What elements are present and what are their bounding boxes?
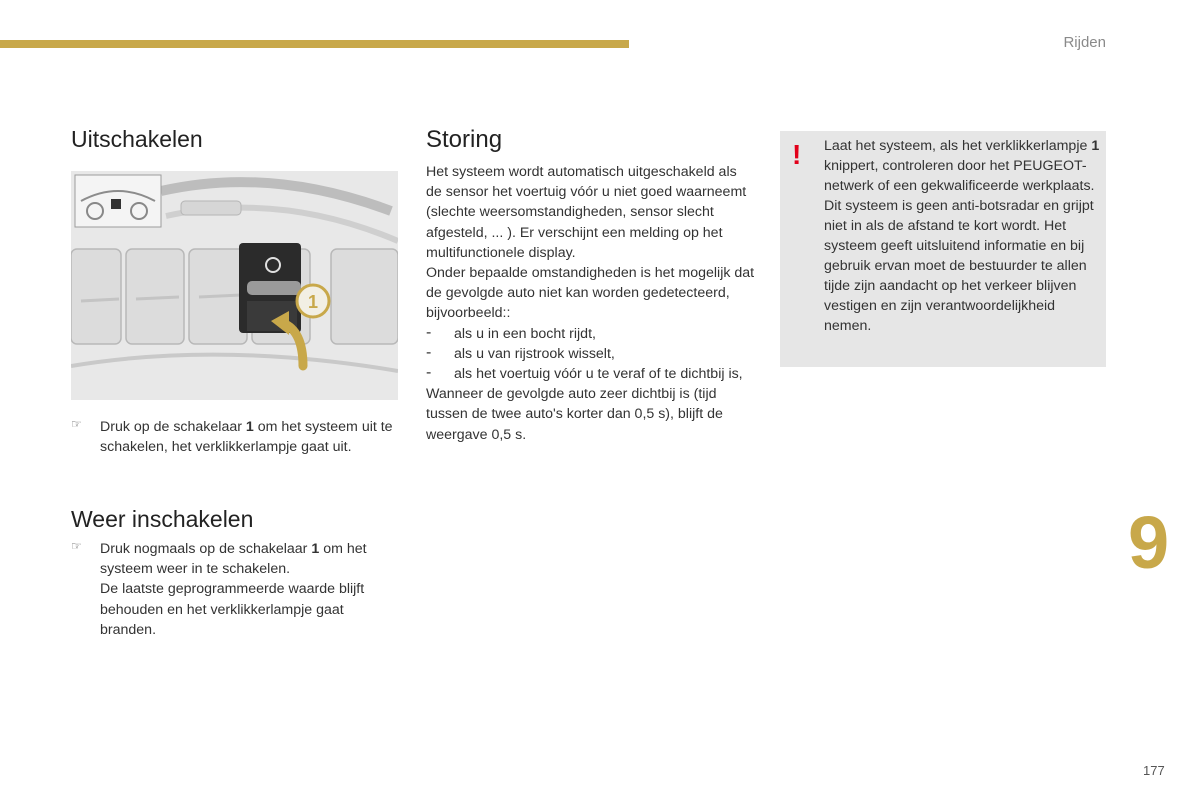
storing-paragraph-2: Onder bepaalde omstandigheden is het mogelijk dat de gevolgde auto niet kan worden gedetecteerd, bijvoorbeeld::	[426, 265, 755, 322]
warning-box	[780, 131, 1106, 367]
pointer-icon: ☞	[71, 539, 82, 553]
step-on-extra: De laatste geprogrammeerde waarde blijft behouden en het verklikkerlampje gaat branden.	[100, 581, 365, 638]
storing-paragraph-3: Wanneer de gevolgde auto zeer dichtbij is (tijd tussen de twee auto's korter dan 0,5 s), blijft de weergave 0,5 s.	[426, 386, 723, 443]
warning-line-2: Dit systeem is geen anti-botsradar en grijpt niet in als de afstand te kort wordt. Het systeem geeft uitsluitend informatie en bij gebruik ervan moet de bestuurder te allen tijde zijn aandacht op het verkeer blijven vestigen en zijn verantwoordelijkheid nemen.	[824, 198, 1094, 334]
page-number: 177	[1143, 763, 1165, 778]
warning-text: Laat het systeem, als het verklikkerlampje 1 knippert, controleren door het PEUGEOT-netwerk of een gekwalificeerde werkplaats. Dit systeem is geen anti-botsradar en grijpt niet in als de afstand te kort wordt. Het systeem geeft uitsluitend informatie en bij gebruik ervan moet de bestuurder te allen tijde zijn aandacht op het verkeer blijven vestigen en zijn verantwoordelijkheid nemen.	[824, 136, 1104, 336]
left-column	[71, 126, 401, 153]
chapter-number: 9	[1128, 501, 1170, 584]
switch-illustration	[71, 171, 398, 400]
heading-weer-inschakelen: Weer inschakelen	[71, 506, 254, 532]
section-weer	[71, 506, 401, 640]
exclamation-icon: !	[792, 139, 802, 170]
middle-column	[426, 126, 756, 445]
header-accent-bar	[0, 40, 629, 48]
step-off	[71, 417, 396, 457]
dashboard-switch-drawing	[71, 171, 398, 400]
heading-uitschakelen: Uitschakelen	[71, 126, 203, 152]
storing-paragraph-1: Het systeem wordt automatisch uitgeschakeld als de sensor het voertuig vóór u niet goed waarneemt (slechte weersomstandigheden, sensor slecht afgesteld, ... ). Er verschijnt een melding op het multifunctionele display.	[426, 164, 747, 261]
list-item: - als het voertuig vóór u te veraf of te dichtbij is,	[426, 364, 743, 383]
heading-storing: Storing	[426, 126, 503, 153]
pointer-icon: ☞	[71, 417, 82, 431]
list-item: ☞ Druk op de schakelaar 1 om het systeem uit te schakelen, het verklikkerlampje gaat uit.	[71, 417, 393, 456]
section-label: Rijden	[1063, 34, 1106, 51]
list-item: - als u van rijstrook wisselt,	[426, 343, 615, 362]
list-item: - als u in een bocht rijdt,	[426, 323, 596, 342]
list-item: ☞ Druk nogmaals op de schakelaar 1 om het systeem weer in te schakelen. De laatste geprogrammeerde waarde blijft behouden en het verklikkerlampje gaat branden.	[71, 539, 401, 640]
callout-number: 1	[307, 292, 319, 312]
